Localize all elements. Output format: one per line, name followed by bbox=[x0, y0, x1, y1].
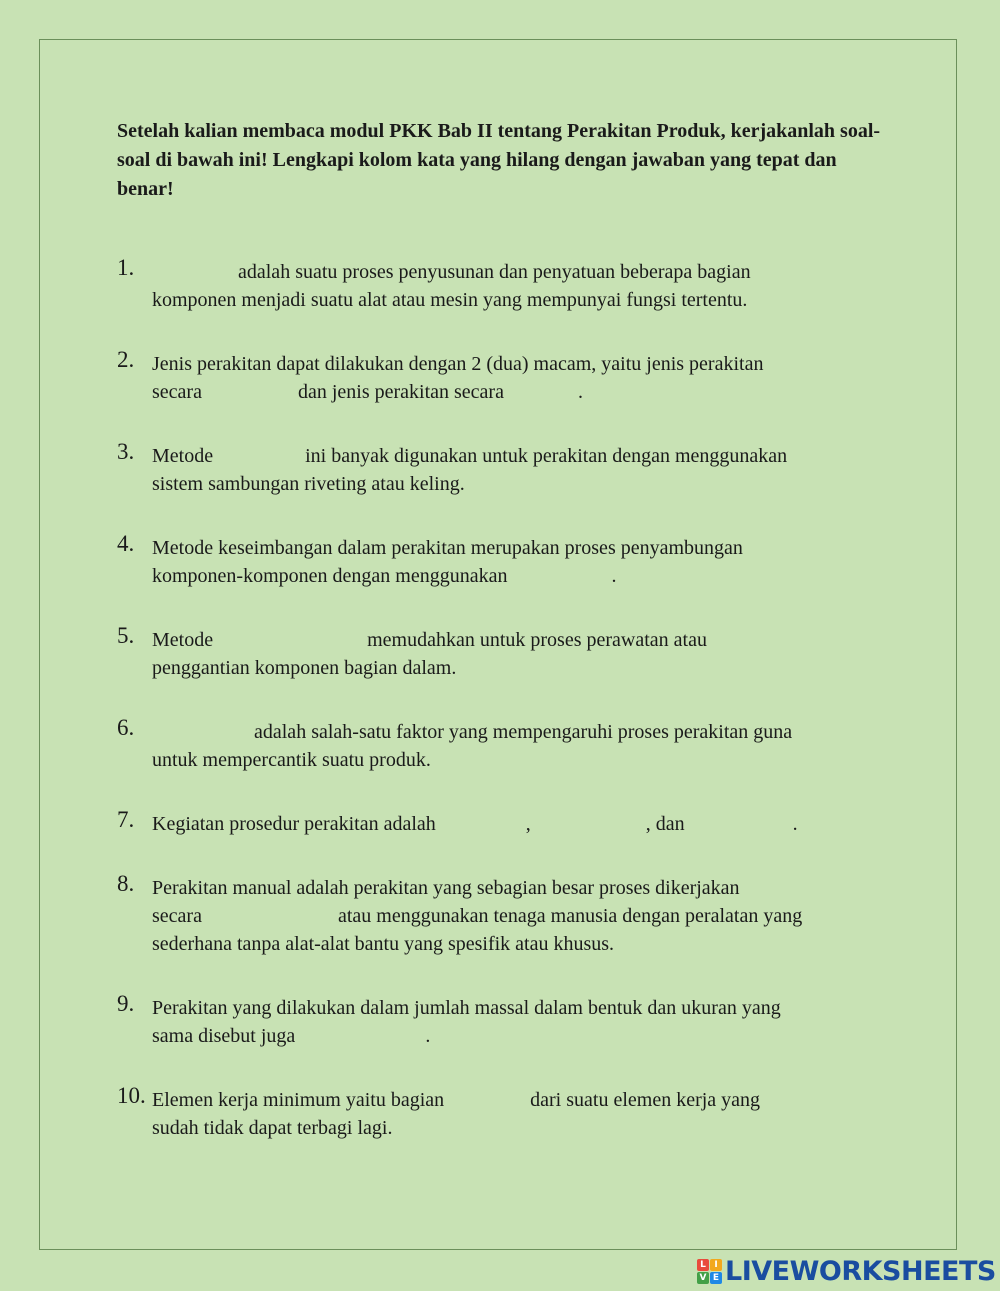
liveworksheets-logo[interactable] bbox=[697, 1256, 996, 1286]
question-number: 3. bbox=[117, 439, 135, 464]
logo-mark-icon: L I V E bbox=[697, 1259, 722, 1284]
question-number: 1. bbox=[117, 255, 135, 280]
question-number: 6. bbox=[117, 715, 135, 740]
question-number: 5. bbox=[117, 623, 135, 648]
question-number: 7. bbox=[117, 807, 135, 832]
question-number: 10. bbox=[117, 1083, 146, 1108]
question-number: 2. bbox=[117, 347, 135, 372]
logo-text: LIVEWORKSHEETS bbox=[725, 1255, 996, 1287]
instructions: Setelah kalian membaca modul PKK Bab II tentang Perakitan Produk, kerjakanlah soal-soal di bawah ini! Lengkapi kolom kata yang hilang dengan jawaban yang tepat dan benar! bbox=[117, 120, 881, 200]
question-number: 4. bbox=[117, 531, 135, 556]
question-number: 9. bbox=[117, 991, 135, 1016]
question-number: 8. bbox=[117, 871, 135, 896]
